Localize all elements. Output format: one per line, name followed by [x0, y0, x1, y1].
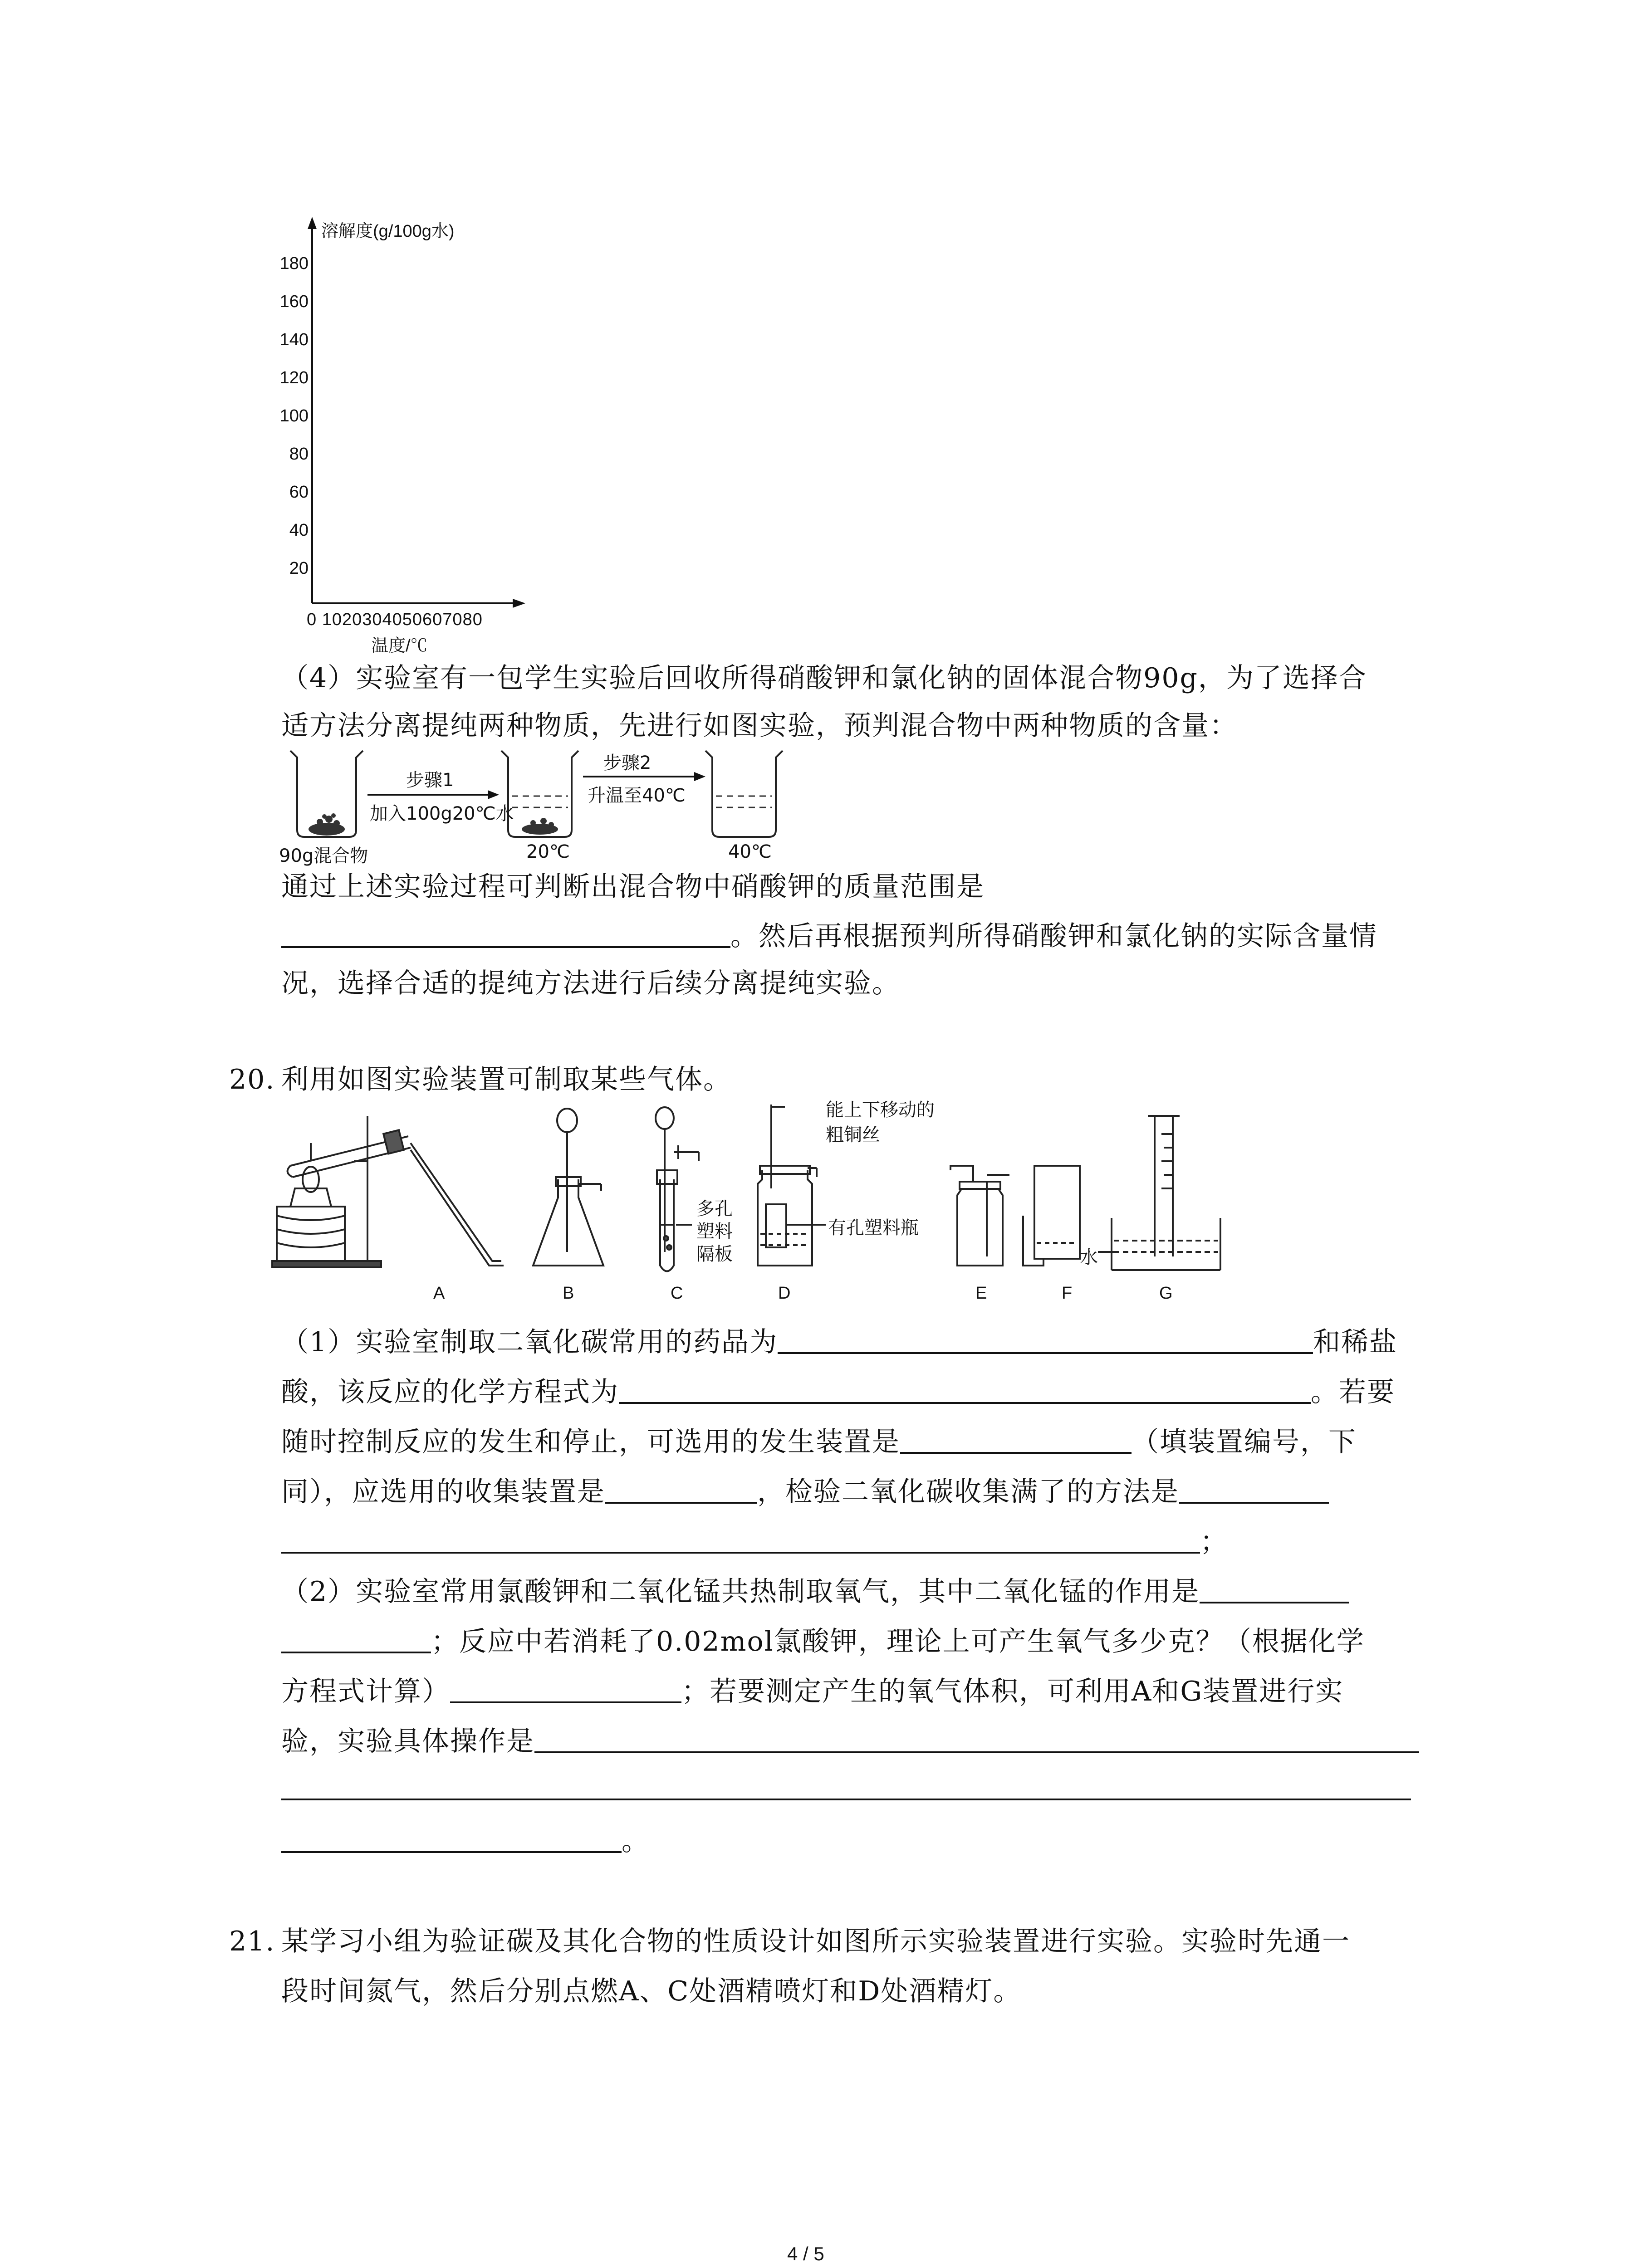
beaker2-label: 20℃	[526, 841, 570, 862]
y-tick-label: 120	[279, 368, 309, 387]
apparatus-C	[656, 1107, 699, 1271]
q20-2-line1: （2）实验室常用氯酸钾和二氧化锰共热制取氧气，其中二氧化锰的作用是	[281, 1576, 1349, 1605]
apparatus-D	[758, 1105, 826, 1266]
y-tick-label: 20	[289, 559, 309, 578]
blank-generator[interactable]	[900, 1427, 1132, 1454]
apparatus-F	[1023, 1166, 1080, 1266]
q20-1-line4: 同），应选用的收集装置是 ，检验二氧化碳收集满了的方法是	[281, 1476, 1329, 1505]
q19-4-line5: 况，选择合适的提纯方法进行后续分离提纯实验。	[281, 968, 900, 999]
apparatus-G	[1098, 1116, 1220, 1270]
y-tick-label: 160	[279, 292, 309, 311]
blank-operation-1[interactable]	[534, 1726, 1419, 1753]
x-tick-labels: 0 1020304050607080	[307, 610, 483, 629]
y-tick-label: 140	[279, 330, 309, 349]
blank-mno2-role-2[interactable]	[281, 1626, 431, 1653]
q20-intro: 利用如图实验装置可制取某些气体。	[281, 1064, 731, 1095]
apparatus-A	[272, 1116, 504, 1267]
x-axis-label: 温度/℃	[371, 636, 428, 655]
label-F: F	[1062, 1284, 1073, 1303]
label-B: B	[563, 1284, 574, 1303]
d-top-label-1: 能上下移动的	[826, 1100, 935, 1120]
apparatus-E	[950, 1166, 1009, 1266]
q20-number: 20.	[229, 1064, 275, 1095]
label-A: A	[433, 1284, 445, 1303]
blank-oxygen-mass[interactable]	[450, 1676, 681, 1703]
f-water-label: 水	[1080, 1247, 1098, 1268]
blank-operation-2[interactable]	[281, 1799, 1411, 1800]
q20-1-line3: 随时控制反应的发生和停止，可选用的发生装置是 （填装置编号，下	[281, 1426, 1357, 1458]
label-E: E	[975, 1284, 987, 1303]
q20-2-line6: 。	[281, 1826, 650, 1855]
d-top-label-2: 粗铜丝	[826, 1124, 880, 1145]
y-tick-label: 40	[289, 521, 309, 540]
label-G: G	[1159, 1284, 1173, 1303]
q21-line2: 段时间氮气，然后分别点燃A、C处酒精喷灯和D处酒精灯。	[281, 1975, 1022, 2007]
q19-4-line2: 适方法分离提纯两种物质，先进行如图实验，预判混合物中两种物质的含量：	[281, 710, 1238, 742]
q20-1-line2: 酸，该反应的化学方程式为 。若要	[281, 1376, 1395, 1408]
page-number: 4 / 5	[787, 2243, 824, 2264]
step1-desc: 加入100g20℃水	[370, 803, 514, 824]
beaker3-label: 40℃	[728, 841, 772, 862]
step2-desc: 升温至40℃	[588, 785, 686, 806]
q19-4-line4: 。然后再根据预判所得硝酸钾和氯化钠的实际含量情	[281, 921, 1377, 950]
blank-collector[interactable]	[605, 1476, 757, 1504]
apparatus-B	[533, 1109, 603, 1266]
blank-co2-reagent[interactable]	[778, 1327, 1313, 1354]
q21-line1: 某学习小组为验证碳及其化合物的性质设计如图所示实验装置进行实验。实验时先通一	[281, 1926, 1350, 1957]
blank-equation[interactable]	[619, 1377, 1311, 1404]
blank-operation-3[interactable]	[281, 1826, 622, 1853]
beaker1-label: 90g混合物	[279, 846, 368, 866]
label-D: D	[778, 1284, 791, 1303]
blank-mno2-role-1[interactable]	[1200, 1576, 1349, 1603]
q19-4-line1: （4）实验室有一包学生实验后回收所得硝酸钾和氯化钠的固体混合物90g，为了选择合	[281, 662, 1367, 694]
q20-2-line3: 方程式计算） ；若要测定产生的氧气体积，可利用A和G装置进行实	[281, 1676, 1344, 1707]
q20-1-line5: ；	[281, 1526, 1228, 1555]
y-tick-label: 60	[289, 483, 309, 502]
y-tick-label: 100	[279, 406, 309, 425]
q20-2-line2: ；反应中若消耗了0.02mol氯酸钾，理论上可产生氧气多少克？（根据化学	[281, 1626, 1365, 1655]
y-tick-label: 180	[279, 254, 309, 273]
d-side-label: 有孔塑料瓶	[828, 1217, 919, 1238]
q21-number: 21.	[229, 1926, 275, 1957]
y-tick-label: 80	[289, 445, 309, 464]
blank-check-method-1[interactable]	[1179, 1476, 1329, 1504]
y-axis-label: 溶解度(g/100g水)	[321, 222, 455, 241]
label-C: C	[671, 1284, 683, 1303]
step2-title: 步骤2	[603, 753, 652, 773]
q19-4-line3: 通过上述实验过程可判断出混合物中硝酸钾的质量范围是	[281, 871, 985, 903]
step1-title: 步骤1	[406, 770, 454, 791]
blank-check-method-2[interactable]	[281, 1526, 1200, 1554]
c-plate-label: 多孔 塑料 隔板	[696, 1198, 733, 1265]
q20-1-line1: （1）实验室制取二氧化碳常用的药品为 和稀盐	[281, 1326, 1398, 1358]
q20-2-line4: 验，实验具体操作是	[281, 1726, 1419, 1755]
